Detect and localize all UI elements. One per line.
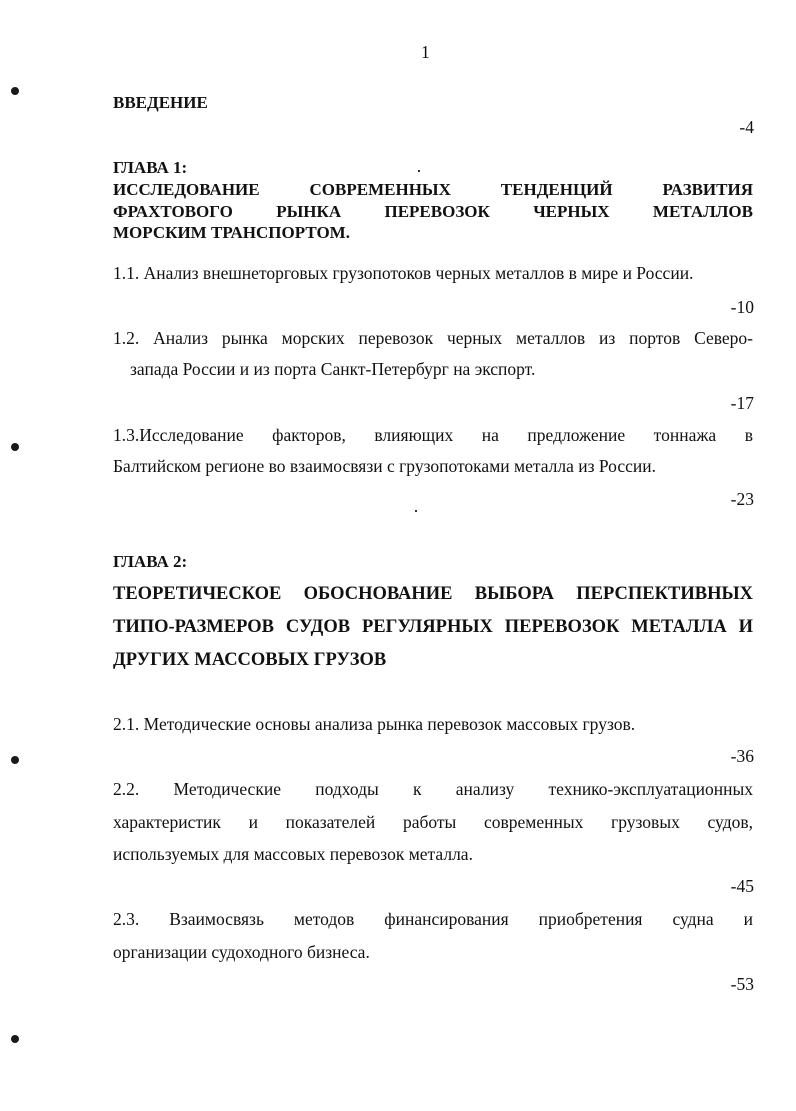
chapter2-title-line-2: ТИПО-РАЗМЕРОВ СУДОВ РЕГУЛЯРНЫХ ПЕРЕВОЗОК МЕТАЛЛА И — [113, 617, 753, 637]
binding-hole-mark — [11, 756, 19, 764]
toc-entry-2-3-page: -53 — [730, 974, 754, 994]
chapter2-label: ГЛАВА 2: — [113, 552, 188, 571]
chapter1-title-line-3: МОРСКИМ ТРАНСПОРТОМ. — [113, 223, 350, 242]
toc-entry-1-1: 1.1. Анализ внешнеторговых грузопотоков черных металлов в мире и России. — [113, 263, 694, 283]
toc-entry-2-2-line-3: используемых для массовых перевозок металла. — [113, 844, 473, 864]
chapter2-title-line-3: ДРУГИХ МАССОВЫХ ГРУЗОВ — [113, 650, 387, 670]
chapter1-title-line-2: ФРАХТОВОГО РЫНКА ПЕРЕВОЗОК ЧЕРНЫХ МЕТАЛЛОВ — [113, 202, 753, 221]
toc-entry-2-3-line-1: 2.3. Взаимосвязь методов финансирования приобретения судна и — [113, 909, 753, 929]
binding-hole-mark — [11, 443, 19, 451]
toc-entry-1-3-line-2: Балтийском регионе во взаимосвязи с грузопотоками металла из России. — [113, 456, 657, 476]
scan-speck — [418, 170, 420, 172]
binding-hole-mark — [11, 87, 19, 95]
toc-entry-1-1-page: -10 — [730, 297, 754, 317]
intro-page: -4 — [739, 117, 754, 137]
toc-entry-1-3-page: -23 — [730, 489, 754, 509]
toc-entry-1-3-line-1: 1.3.Исследование факторов, влияющих на предложение тоннажа в — [113, 425, 753, 445]
binding-hole-mark — [11, 1035, 19, 1043]
toc-entry-2-2-page: -45 — [730, 876, 754, 896]
chapter2-title-line-1: ТЕОРЕТИЧЕСКОЕ ОБОСНОВАНИЕ ВЫБОРА ПЕРСПЕКТИВНЫХ — [113, 584, 753, 604]
intro-title: ВВЕДЕНИЕ — [113, 93, 208, 112]
toc-entry-2-1-page: -36 — [730, 746, 754, 766]
toc-entry-2-1: 2.1. Методические основы анализа рынка перевозок массовых грузов. — [113, 714, 636, 734]
toc-entry-1-2-page: -17 — [730, 393, 754, 413]
chapter1-label: ГЛАВА 1: — [113, 158, 188, 177]
scan-speck — [415, 510, 417, 512]
toc-entry-1-2-line-2: запада России и из порта Санкт-Петербург на экспорт. — [130, 359, 536, 379]
page-number: 1 — [421, 42, 430, 62]
toc-entry-2-3-line-2: организации судоходного бизнеса. — [113, 942, 370, 962]
toc-entry-2-2-line-1: 2.2. Методические подходы к анализу технико-эксплуатационных — [113, 779, 753, 799]
toc-entry-2-2-line-2: характеристик и показателей работы современных грузовых судов, — [113, 812, 753, 832]
toc-entry-1-2-line-1: 1.2. Анализ рынка морских перевозок черных металлов из портов Северо- — [113, 328, 753, 348]
chapter1-title-line-1: ИССЛЕДОВАНИЕ СОВРЕМЕННЫХ ТЕНДЕНЦИЙ РАЗВИТИЯ — [113, 180, 753, 199]
